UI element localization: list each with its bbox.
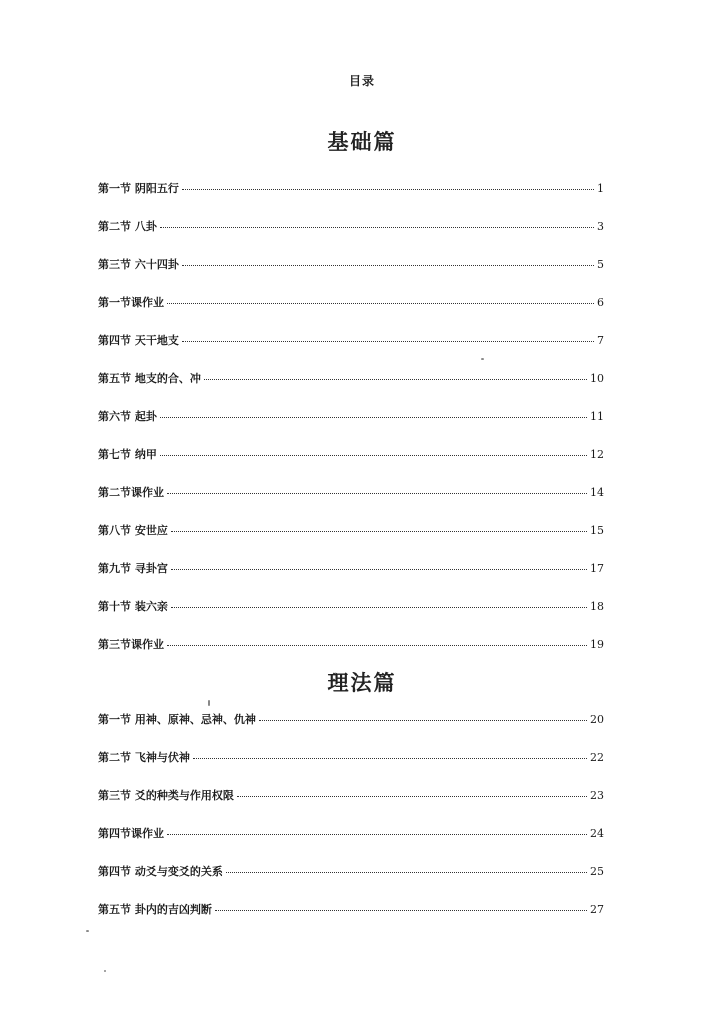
- toc-entries-principles: [98, 711, 604, 939]
- toc-entry[interactable]: [98, 749, 604, 787]
- dot-leader: [171, 607, 587, 608]
- toc-entry-page: 20: [590, 713, 604, 726]
- toc-entry[interactable]: [98, 408, 604, 446]
- dot-leader: [182, 341, 594, 342]
- toc-entry-page: 12: [590, 448, 604, 461]
- toc-entry-label: 第七节 纳甲: [98, 448, 157, 461]
- dot-leader: [182, 265, 594, 266]
- dot-leader: [167, 834, 587, 835]
- scan-speck: [86, 930, 89, 932]
- toc-entry-label: 第五节 卦内的吉凶判断: [98, 903, 212, 916]
- dot-leader: [160, 417, 587, 418]
- toc-entry-label: 第一节 用神、原神、忌神、仇神: [98, 713, 256, 726]
- toc-entry[interactable]: [98, 863, 604, 901]
- toc-entry-page: 15: [590, 524, 604, 537]
- toc-entry-page: 5: [597, 258, 604, 271]
- dot-leader: [204, 379, 587, 380]
- toc-entry[interactable]: [98, 218, 604, 256]
- toc-entry[interactable]: [98, 787, 604, 825]
- toc-entry-label: 第一节课作业: [98, 296, 164, 309]
- toc-entry-label: 第九节 寻卦宫: [98, 562, 168, 575]
- part-heading-principles: 理法篇: [327, 671, 397, 695]
- toc-entry[interactable]: [98, 825, 604, 863]
- toc-entry-page: 19: [590, 638, 604, 651]
- dot-leader: [259, 720, 587, 721]
- toc-entry[interactable]: [98, 180, 604, 218]
- toc-title: 目录: [348, 74, 375, 88]
- toc-entry[interactable]: [98, 370, 604, 408]
- dot-leader: [167, 303, 594, 304]
- toc-entry-label: 第三节 爻的种类与作用权限: [98, 789, 234, 802]
- dot-leader: [171, 569, 587, 570]
- toc-entry-page: 1: [597, 182, 604, 195]
- dot-leader: [215, 910, 587, 911]
- dot-leader: [226, 872, 587, 873]
- dot-leader: [237, 796, 587, 797]
- toc-entry-label: 第二节 八卦: [98, 220, 157, 233]
- toc-entry-label: 第八节 安世应: [98, 524, 168, 537]
- dot-leader: [160, 227, 594, 228]
- toc-entry-page: 6: [597, 296, 604, 309]
- toc-entry-label: 第二节 飞神与伏神: [98, 751, 190, 764]
- toc-entry-page: 14: [590, 486, 604, 499]
- toc-entry[interactable]: [98, 446, 604, 484]
- dot-leader: [167, 493, 587, 494]
- toc-entry[interactable]: [98, 522, 604, 560]
- toc-entry-label: 第六节 起卦: [98, 410, 157, 423]
- dot-leader: [160, 455, 587, 456]
- toc-entry[interactable]: [98, 256, 604, 294]
- toc-entry-page: 27: [590, 903, 604, 916]
- toc-entry-page: 11: [590, 410, 604, 423]
- toc-entry-page: 3: [597, 220, 604, 233]
- dot-leader: [167, 645, 587, 646]
- toc-entry-page: 23: [590, 789, 604, 802]
- scan-speck: [208, 700, 210, 706]
- scan-speck: [104, 970, 106, 972]
- toc-entry[interactable]: [98, 484, 604, 522]
- part-heading-basics: 基础篇: [327, 130, 397, 154]
- toc-entry-label: 第三节 六十四卦: [98, 258, 179, 271]
- scan-speck: [481, 358, 484, 360]
- toc-entry-page: 25: [590, 865, 604, 878]
- dot-leader: [193, 758, 587, 759]
- dot-leader: [182, 189, 594, 190]
- toc-entries-basics: [98, 180, 604, 674]
- toc-entry-page: 17: [590, 562, 604, 575]
- toc-entry-label: 第二节课作业: [98, 486, 164, 499]
- toc-entry[interactable]: [98, 901, 604, 939]
- toc-entry-label: 第四节 动爻与变爻的关系: [98, 865, 223, 878]
- toc-entry[interactable]: [98, 560, 604, 598]
- toc-entry-label: 第十节 装六亲: [98, 600, 168, 613]
- toc-entry-page: 10: [590, 372, 604, 385]
- toc-entry-label: 第五节 地支的合、冲: [98, 372, 201, 385]
- toc-entry-label: 第三节课作业: [98, 638, 164, 651]
- toc-entry-page: 24: [590, 827, 604, 840]
- toc-entry-page: 22: [590, 751, 604, 764]
- dot-leader: [171, 531, 587, 532]
- toc-entry-label: 第四节课作业: [98, 827, 164, 840]
- toc-entry-page: 7: [597, 334, 604, 347]
- toc-entry-page: 18: [590, 600, 604, 613]
- toc-entry[interactable]: [98, 332, 604, 370]
- toc-entry[interactable]: [98, 294, 604, 332]
- toc-entry-label: 第一节 阴阳五行: [98, 182, 179, 195]
- toc-entry-label: 第四节 天干地支: [98, 334, 179, 347]
- toc-entry[interactable]: [98, 711, 604, 749]
- toc-entry[interactable]: [98, 598, 604, 636]
